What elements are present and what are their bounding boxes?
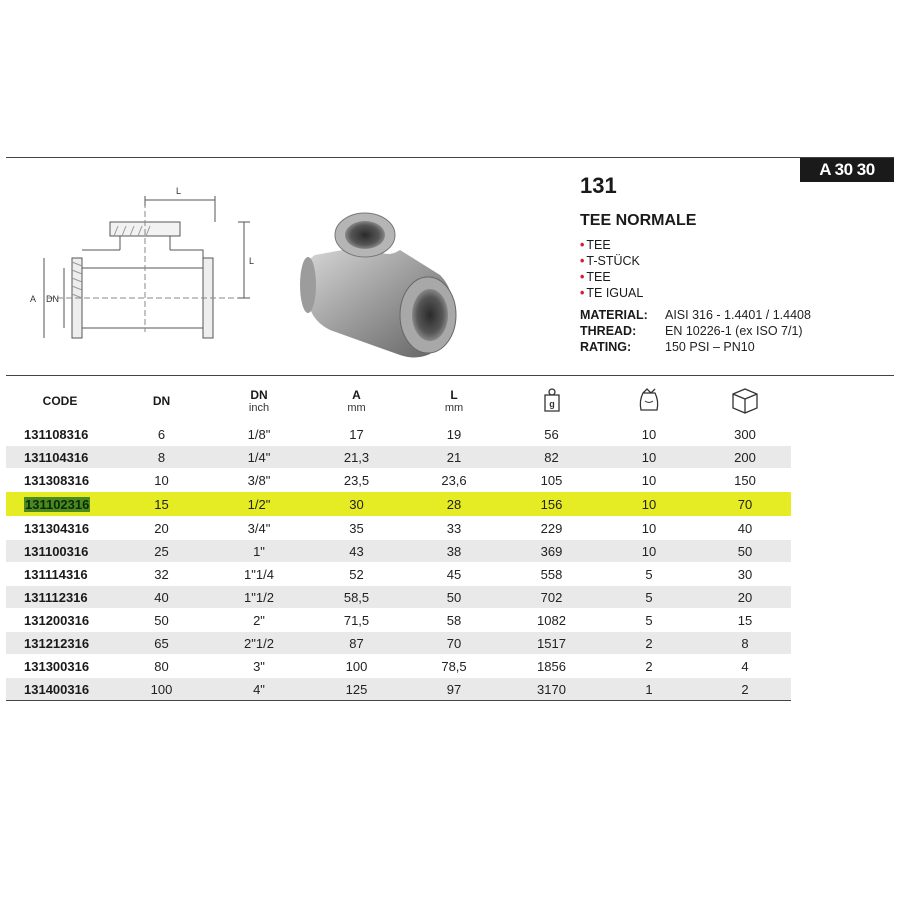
header-bag (599, 380, 699, 423)
cell-box: 4 (699, 655, 791, 678)
cell-box: 200 (699, 446, 791, 469)
cell-code: 131300316 (6, 655, 114, 678)
cell-code: 131104316 (6, 446, 114, 469)
table-row (6, 609, 791, 632)
cell-weight: 229 (504, 517, 599, 540)
table-row (6, 469, 791, 492)
cell-bag: 10 (599, 492, 699, 517)
header-a: A mm (347, 388, 366, 414)
cell-code: 131114316 (6, 563, 114, 586)
cell-inch: 2"1/2 (209, 632, 309, 655)
box-icon (730, 386, 760, 414)
table-row (6, 517, 791, 540)
cell-code: 131400316 (6, 678, 114, 701)
cell-bag: 2 (599, 632, 699, 655)
table-divider (6, 375, 894, 376)
cell-inch: 1" (209, 540, 309, 563)
table-header (6, 380, 791, 423)
cell-box: 2 (699, 678, 791, 701)
cell-a: 71,5 (309, 609, 404, 632)
cell-code: 131200316 (6, 609, 114, 632)
cell-bag: 1 (599, 678, 699, 701)
bag-icon (637, 386, 661, 414)
tee-fitting-photo (290, 205, 470, 370)
product-specs (580, 307, 811, 355)
cell-box: 30 (699, 563, 791, 586)
cell-box: 15 (699, 609, 791, 632)
cell-bag: 5 (599, 609, 699, 632)
cell-weight: 56 (504, 423, 599, 446)
cell-weight: 369 (504, 540, 599, 563)
spec-material: MATERIAL: AISI 316 - 1.4401 / 1.4408 (580, 308, 811, 322)
table-row (6, 563, 791, 586)
cell-bag: 10 (599, 469, 699, 492)
translation-item: • TE IGUAL (580, 286, 644, 300)
table-row (6, 540, 791, 563)
diagram-label-l-top: L (176, 186, 182, 196)
cell-inch: 1"1/4 (209, 563, 309, 586)
cell-inch: 3/8" (209, 469, 309, 492)
cell-code: 131308316 (6, 469, 114, 492)
cell-l: 19 (404, 423, 504, 446)
cell-weight: 1082 (504, 609, 599, 632)
cell-inch: 2" (209, 609, 309, 632)
cell-bag: 10 (599, 540, 699, 563)
cell-weight: 82 (504, 446, 599, 469)
cell-l: 23,6 (404, 469, 504, 492)
translation-item: • TEE (580, 238, 611, 252)
svg-text:g: g (548, 398, 555, 409)
cell-box: 150 (699, 469, 791, 492)
table-row (6, 446, 791, 469)
cell-l: 58 (404, 609, 504, 632)
table-row (6, 655, 791, 678)
cell-box: 70 (699, 492, 791, 517)
top-divider (6, 157, 894, 158)
cell-box: 20 (699, 586, 791, 609)
cell-box: 50 (699, 540, 791, 563)
table-row (6, 678, 791, 701)
translation-item: • TEE (580, 270, 611, 284)
header-code: CODE (42, 394, 78, 408)
cell-dn: 10 (114, 469, 209, 492)
cell-weight: 105 (504, 469, 599, 492)
cell-dn: 100 (114, 678, 209, 701)
cell-code: 131112316 (6, 586, 114, 609)
cell-l: 33 (404, 517, 504, 540)
cell-l: 21 (404, 446, 504, 469)
cell-inch: 3/4" (209, 517, 309, 540)
cell-box: 300 (699, 423, 791, 446)
cell-code: 131108316 (6, 423, 114, 446)
diagram-label-dn: DN (46, 294, 59, 304)
cell-l: 28 (404, 492, 504, 517)
cell-weight: 558 (504, 563, 599, 586)
product-name: TEE NORMALE (580, 212, 697, 229)
cell-weight: 702 (504, 586, 599, 609)
diagram-label-a: A (30, 294, 37, 304)
cell-weight: 156 (504, 492, 599, 517)
product-number: 131 (580, 173, 617, 198)
cell-dn: 65 (114, 632, 209, 655)
cell-dn: 20 (114, 517, 209, 540)
spec-rating: RATING: 150 PSI – PN10 (580, 340, 755, 354)
cell-a: 43 (309, 540, 404, 563)
cell-inch: 1"1/2 (209, 586, 309, 609)
cell-dn: 15 (114, 492, 209, 517)
cell-dn: 40 (114, 586, 209, 609)
cell-inch: 1/2" (209, 492, 309, 517)
header-dn-inch: DN inch (248, 388, 270, 414)
cell-l: 78,5 (404, 655, 504, 678)
cell-a: 125 (309, 678, 404, 701)
cell-dn: 50 (114, 609, 209, 632)
diagram-label-l-side: L (249, 256, 255, 266)
cell-weight: 3170 (504, 678, 599, 701)
cell-dn: 6 (114, 423, 209, 446)
cell-a: 17 (309, 423, 404, 446)
cell-l: 50 (404, 586, 504, 609)
cell-weight: 1856 (504, 655, 599, 678)
cell-weight: 1517 (504, 632, 599, 655)
cell-a: 30 (309, 492, 404, 517)
cell-l: 70 (404, 632, 504, 655)
selected-code: 131102316 (25, 496, 90, 512)
cell-box: 40 (699, 517, 791, 540)
cell-inch: 3" (209, 655, 309, 678)
cell-a: 87 (309, 632, 404, 655)
cell-inch: 1/4" (209, 446, 309, 469)
table-row (6, 632, 791, 655)
table-row (6, 423, 791, 446)
table-row (6, 586, 791, 609)
cell-l: 97 (404, 678, 504, 701)
cell-l: 45 (404, 563, 504, 586)
cell-bag: 5 (599, 563, 699, 586)
cell-a: 100 (309, 655, 404, 678)
product-translations (580, 237, 643, 301)
cell-a: 23,5 (309, 469, 404, 492)
cell-code: 131212316 (6, 632, 114, 655)
cell-inch: 1/8" (209, 423, 309, 446)
cell-a: 58,5 (309, 586, 404, 609)
header-weight (504, 380, 599, 423)
header-l: L mm (444, 388, 464, 414)
cell-bag: 5 (599, 586, 699, 609)
translation-item: • T-STÜCK (580, 254, 640, 268)
cell-dn: 80 (114, 655, 209, 678)
tee-dimension-diagram (28, 182, 268, 352)
cell-l: 38 (404, 540, 504, 563)
cell-bag: 10 (599, 517, 699, 540)
table-row-highlighted (6, 492, 791, 517)
cell-bag: 10 (599, 446, 699, 469)
product-code-table (6, 380, 791, 701)
cell-inch: 4" (209, 678, 309, 701)
cell-code: 131100316 (6, 540, 114, 563)
cell-a: 21,3 (309, 446, 404, 469)
cell-code: 131304316 (6, 517, 114, 540)
cell-dn: 32 (114, 563, 209, 586)
cell-a: 52 (309, 563, 404, 586)
cell-bag: 10 (599, 423, 699, 446)
cell-code (6, 492, 114, 517)
header-box (699, 380, 791, 423)
cell-bag: 2 (599, 655, 699, 678)
header-dn: DN (152, 394, 171, 408)
cell-dn: 25 (114, 540, 209, 563)
cell-box: 8 (699, 632, 791, 655)
cell-dn: 8 (114, 446, 209, 469)
weight-icon (542, 387, 562, 413)
spec-thread: THREAD: EN 10226-1 (ex ISO 7/1) (580, 324, 803, 338)
catalog-page-badge: A 30 30 (800, 158, 894, 182)
cell-a: 35 (309, 517, 404, 540)
